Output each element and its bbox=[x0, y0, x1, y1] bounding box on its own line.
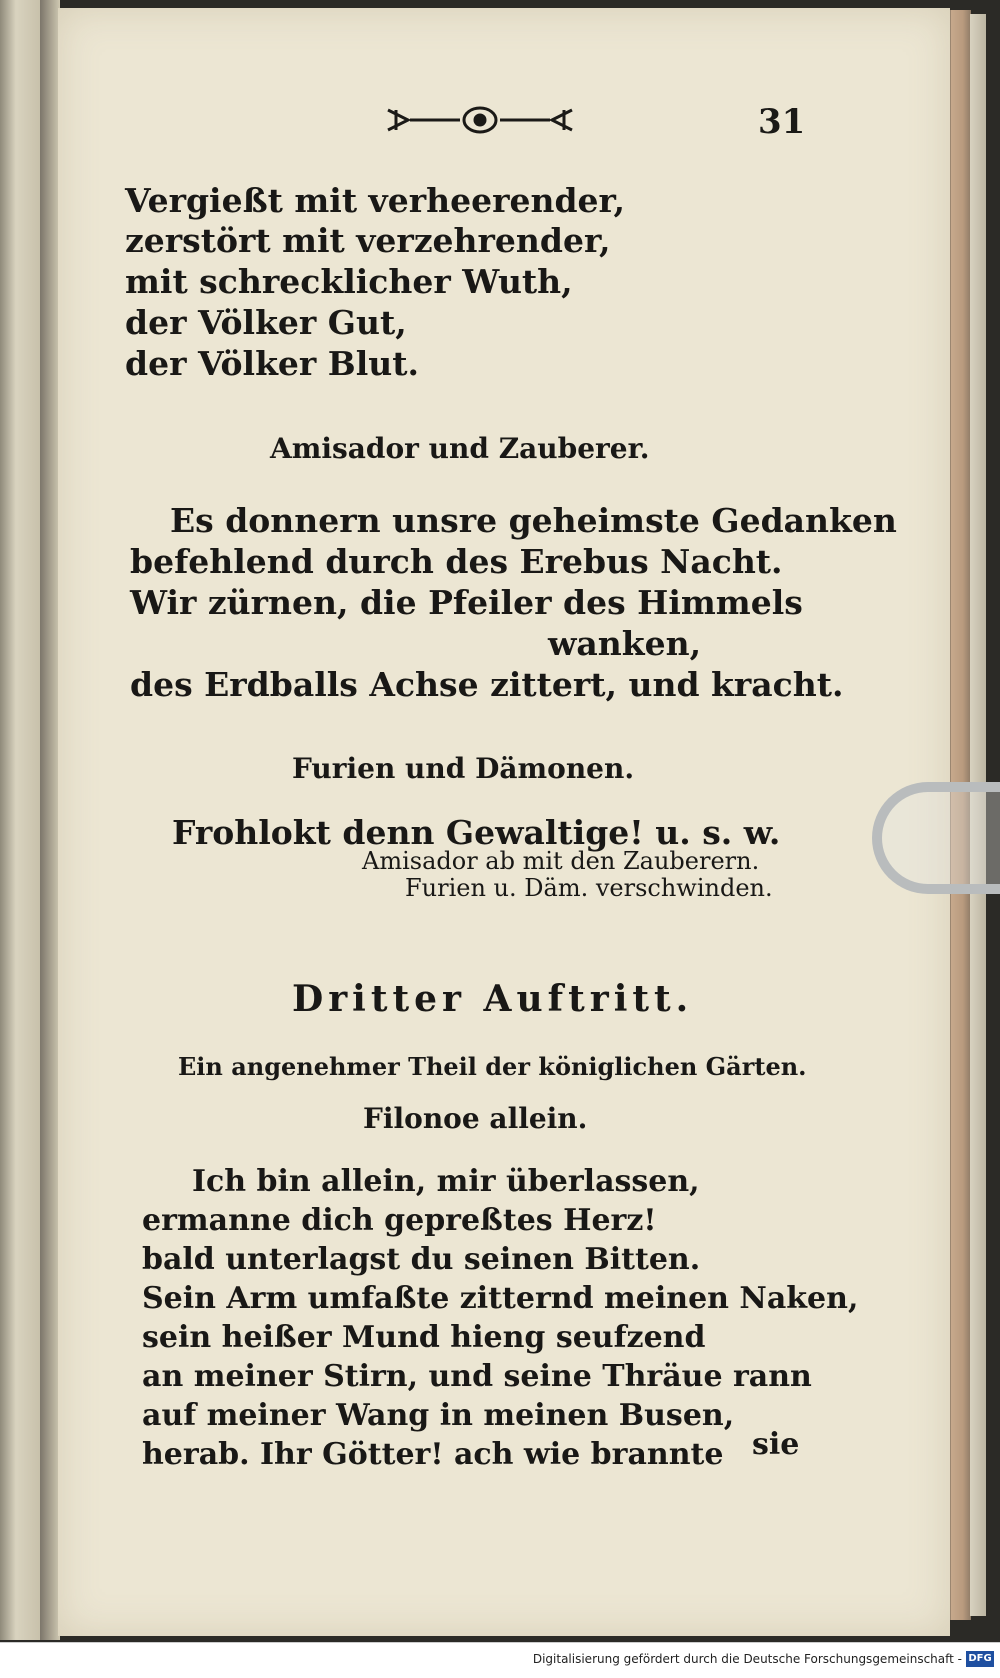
catchword: sie bbox=[752, 1427, 800, 1462]
verse-line: Frohlokt denn Gewaltige! u. s. w. bbox=[172, 813, 781, 852]
left-page-edge bbox=[0, 0, 42, 1640]
verse-line: mit schrecklicher Wuth, bbox=[125, 262, 573, 301]
stage-direction: Amisador ab mit den Zauberern. bbox=[362, 847, 760, 875]
verse-line: zerstört mit verzehrender, bbox=[125, 221, 611, 260]
page-number: 31 bbox=[758, 102, 806, 142]
verse-line: der Völker Blut. bbox=[125, 344, 419, 383]
verse-line: der Völker Gut, bbox=[125, 303, 407, 342]
footer-credit: Digitalisierung gefördert durch die Deutsche Forschungsgemeinschaft - bbox=[532, 1652, 962, 1666]
verse-line: wanken, bbox=[548, 624, 702, 663]
header-ornament bbox=[380, 102, 580, 138]
verse-line: Es donnern unsre geheimste Gedanken bbox=[170, 501, 897, 540]
verse-line: Sein Arm umfaßte zitternd meinen Naken, bbox=[142, 1281, 859, 1316]
speaker-heading: Furien und Dämonen. bbox=[292, 752, 635, 785]
speaker-heading: Amisador und Zauberer. bbox=[270, 432, 650, 465]
stage-direction: Furien u. Däm. verschwinden. bbox=[405, 874, 773, 902]
footer-bar bbox=[0, 1642, 1000, 1678]
verse-line: Ich bin allein, mir überlassen, bbox=[192, 1164, 700, 1199]
speaker-heading: Filonoe allein. bbox=[363, 1102, 588, 1135]
verse-line: auf meiner Wang in meinen Busen, bbox=[142, 1398, 735, 1433]
verse-line: ermanne dich gepreßtes Herz! bbox=[142, 1203, 657, 1238]
verse-line: befehlend durch des Erebus Nacht. bbox=[130, 542, 783, 581]
paper-clip bbox=[872, 782, 1000, 894]
verse-line: sein heißer Mund hieng seufzend bbox=[142, 1320, 706, 1355]
verse-line: an meiner Stirn, und seine Thräue rann bbox=[142, 1359, 812, 1394]
scene-setting: Ein angenehmer Theil der königlichen Gärten. bbox=[178, 1052, 807, 1081]
scene-title: Dritter Auftritt. bbox=[292, 978, 694, 1020]
dfg-logo: DFG bbox=[966, 1651, 994, 1667]
verse-line: Wir zürnen, die Pfeiler des Himmels bbox=[130, 583, 803, 622]
book-gutter bbox=[40, 0, 60, 1640]
verse-line: bald unterlagst du seinen Bitten. bbox=[142, 1242, 701, 1277]
verse-line: des Erdballs Achse zittert, und kracht. bbox=[130, 665, 844, 704]
verse-line: herab. Ihr Götter! ach wie brannte bbox=[142, 1437, 724, 1472]
verse-line: Vergießt mit verheerender, bbox=[125, 181, 626, 220]
